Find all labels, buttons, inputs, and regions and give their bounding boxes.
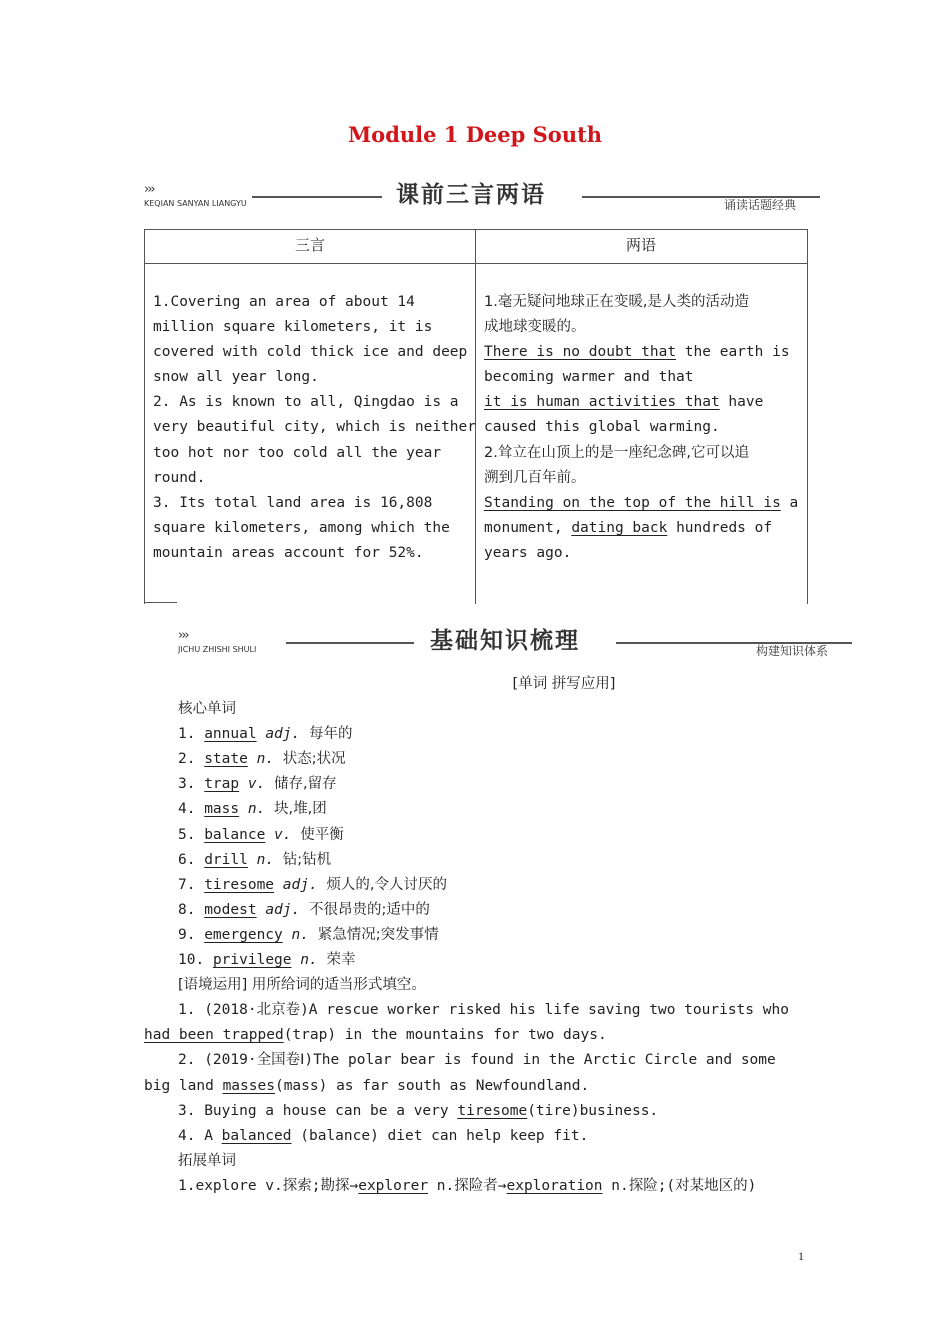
word-answer: drill bbox=[204, 851, 248, 868]
word-pos: adj. bbox=[265, 901, 301, 918]
word-item bbox=[178, 747, 950, 772]
banner-pinyin: KEQIAN SANYAN LIANGYU bbox=[144, 199, 247, 208]
word-item bbox=[178, 797, 950, 822]
word-meaning: 状态;状况 bbox=[282, 751, 346, 768]
banner-tag: 诵读话题经典 bbox=[724, 198, 797, 212]
page-title: Module 1 Deep South bbox=[347, 122, 603, 147]
word-pos: v. bbox=[274, 826, 292, 843]
table-cell-right: 1.毫无疑问地球正在变暖,是人类的活动造 成地球变暖的。 There is no doubt that the earth is becoming warmer and that it is human activities that have caused this global warming. 2.耸立在山顶上的是一座纪念碑,它可以追 溯到几百年前。 Standing on the top of the hill is a monument, dating back hundreds of years ago. bbox=[484, 294, 799, 561]
banner-heading: 课前三言两语 bbox=[396, 182, 546, 208]
word-number: 3. bbox=[178, 776, 196, 793]
exercise-3: 3. Buying a house can be a very tiresome(tire)business. bbox=[178, 1102, 659, 1119]
page-number: 1 bbox=[798, 1249, 804, 1263]
word-number: 6. bbox=[178, 851, 196, 868]
word-answer: state bbox=[204, 751, 248, 768]
word-answer: balance bbox=[204, 826, 266, 843]
chevron-icon: ››› bbox=[178, 628, 188, 643]
answer-blank: masses bbox=[222, 1077, 275, 1094]
word-list bbox=[178, 722, 950, 973]
word-pos: adj. bbox=[282, 876, 318, 893]
word-pos: n. bbox=[256, 751, 275, 768]
word-number: 9. bbox=[178, 926, 196, 943]
chevron-icon: ››› bbox=[144, 182, 154, 197]
word-meaning: 钻;钻机 bbox=[282, 851, 332, 868]
word-answer: modest bbox=[204, 901, 257, 918]
answer-blank: it is human activities that bbox=[484, 394, 720, 411]
word-number: 7. bbox=[178, 876, 196, 893]
answer-blank: exploration bbox=[506, 1177, 603, 1194]
banner-heading: 基础知识梳理 bbox=[430, 628, 580, 654]
word-item bbox=[178, 823, 950, 848]
answer-blank: balanced bbox=[221, 1127, 292, 1144]
word-answer: mass bbox=[204, 801, 240, 818]
word-meaning: 使平衡 bbox=[300, 826, 344, 843]
word-pos: n. bbox=[300, 952, 318, 969]
word-number: 8. bbox=[178, 901, 196, 918]
answer-blank: had been trapped bbox=[144, 1027, 284, 1044]
table-header-right: 两语 bbox=[625, 236, 656, 254]
word-item bbox=[178, 722, 950, 747]
word-answer: privilege bbox=[212, 952, 292, 969]
word-meaning: 不很昂贵的;适中的 bbox=[308, 901, 430, 918]
word-item bbox=[178, 898, 950, 923]
banner-pinyin: JICHU ZHISHI SHULI bbox=[178, 645, 257, 654]
word-answer: annual bbox=[204, 726, 257, 743]
word-answer: tiresome bbox=[204, 876, 275, 893]
answer-blank: Standing on the top of the hill is bbox=[484, 494, 781, 511]
section-banner-basics bbox=[178, 628, 854, 658]
banner-rule bbox=[286, 642, 414, 644]
answer-blank: explorer bbox=[358, 1177, 429, 1194]
table-foot-rule bbox=[144, 602, 177, 603]
answer-blank: There is no doubt that bbox=[484, 344, 677, 361]
word-pos: n. bbox=[247, 801, 266, 818]
word-item bbox=[178, 923, 950, 948]
answer-blank: dating back bbox=[571, 519, 668, 536]
table-header-left: 三言 bbox=[294, 236, 325, 254]
section-banner-preview bbox=[144, 182, 820, 212]
banner-rule bbox=[252, 196, 382, 198]
exercise-4: 4. A balanced (balance) diet can help keep fit. bbox=[178, 1127, 589, 1144]
word-meaning: 储存,留存 bbox=[274, 776, 337, 793]
word-number: 4. bbox=[178, 801, 196, 818]
vocab-section: [单词 拼写应用] 核心单词 1. annual adj. 每年的 2. state n. 状态;状况 3. trap v. 储存,留存 4. mass n. 块,堆,团 5. balance v. 使平衡 6. drill n. 钻;钻机 7. tiresome adj. 烦人的,令人讨厌的 8. modest adj. 不很昂贵的;适中的 9. emergency n. 紧急情况;突发事情 10. privilege n. 荣幸 [语境运用] 用所给词的适当形式填空。 1. (2018·北京卷)A rescue worker risked his life saving two tourists who had been trapped(trap) in the mountains for two days. 2. (2019·全国卷Ⅰ)The polar bear is found in the Arctic Circle and some big land masses(mass) as far south as Newfoundland. 3. Buying a house can be a very tiresome(tire)business. 4. A balanced (balance) diet can help keep fit. 拓展单词 1.explore v.探索;勘探→explorer n.探险者→exploration n.探险;(对某地区的) bbox=[178, 672, 950, 1199]
word-pos: v. bbox=[247, 776, 266, 793]
expand-label: 拓展单词 bbox=[178, 1152, 236, 1169]
word-pos: adj. bbox=[265, 726, 301, 743]
word-number: 5. bbox=[178, 826, 196, 843]
exercise-1: 1. (2018·北京卷)A rescue worker risked his life saving two tourists who bbox=[178, 1002, 789, 1019]
exercise-2: 2. (2019·全国卷Ⅰ)The polar bear is found in the Arctic Circle and some bbox=[178, 1052, 776, 1069]
word-number: 1. bbox=[178, 726, 196, 743]
word-pos: n. bbox=[291, 926, 309, 943]
word-item bbox=[178, 873, 950, 898]
word-meaning: 块,堆,团 bbox=[274, 801, 327, 818]
word-meaning: 每年的 bbox=[308, 726, 353, 743]
word-item bbox=[178, 948, 950, 973]
phrases-table bbox=[144, 229, 808, 604]
context-label: [语境运用] 用所给词的适当形式填空。 bbox=[178, 977, 426, 994]
table-cell-left: 1.Covering an area of about 14 million square kilometers, it is covered with cold thick ice and deep snow all year long. 2. As is known to all, Qingdao is a very beautiful city, which is neither too hot nor too cold all the year round. 3. Its total land area is 16,808 square kilometers, among which the mountain areas account for 52%. bbox=[153, 294, 477, 561]
word-meaning: 荣幸 bbox=[326, 952, 356, 969]
word-item bbox=[178, 848, 950, 873]
core-words-label: 核心单词 bbox=[178, 701, 236, 718]
section-label: [单词 拼写应用] bbox=[512, 676, 616, 692]
word-answer: emergency bbox=[204, 926, 283, 943]
word-number: 2. bbox=[178, 751, 196, 768]
word-meaning: 烦人的,令人讨厌的 bbox=[326, 876, 448, 893]
word-pos: n. bbox=[256, 851, 275, 868]
word-item bbox=[178, 772, 950, 797]
word-answer: trap bbox=[204, 776, 240, 793]
word-number: 10. bbox=[178, 952, 205, 969]
answer-blank: tiresome bbox=[457, 1102, 528, 1119]
word-meaning: 紧急情况;突发事情 bbox=[317, 926, 439, 943]
banner-tag: 构建知识体系 bbox=[756, 644, 829, 658]
expand-item-1: 1.explore v.探索;勘探→explorer n.探险者→exploration n.探险;(对某地区的) bbox=[178, 1177, 757, 1194]
